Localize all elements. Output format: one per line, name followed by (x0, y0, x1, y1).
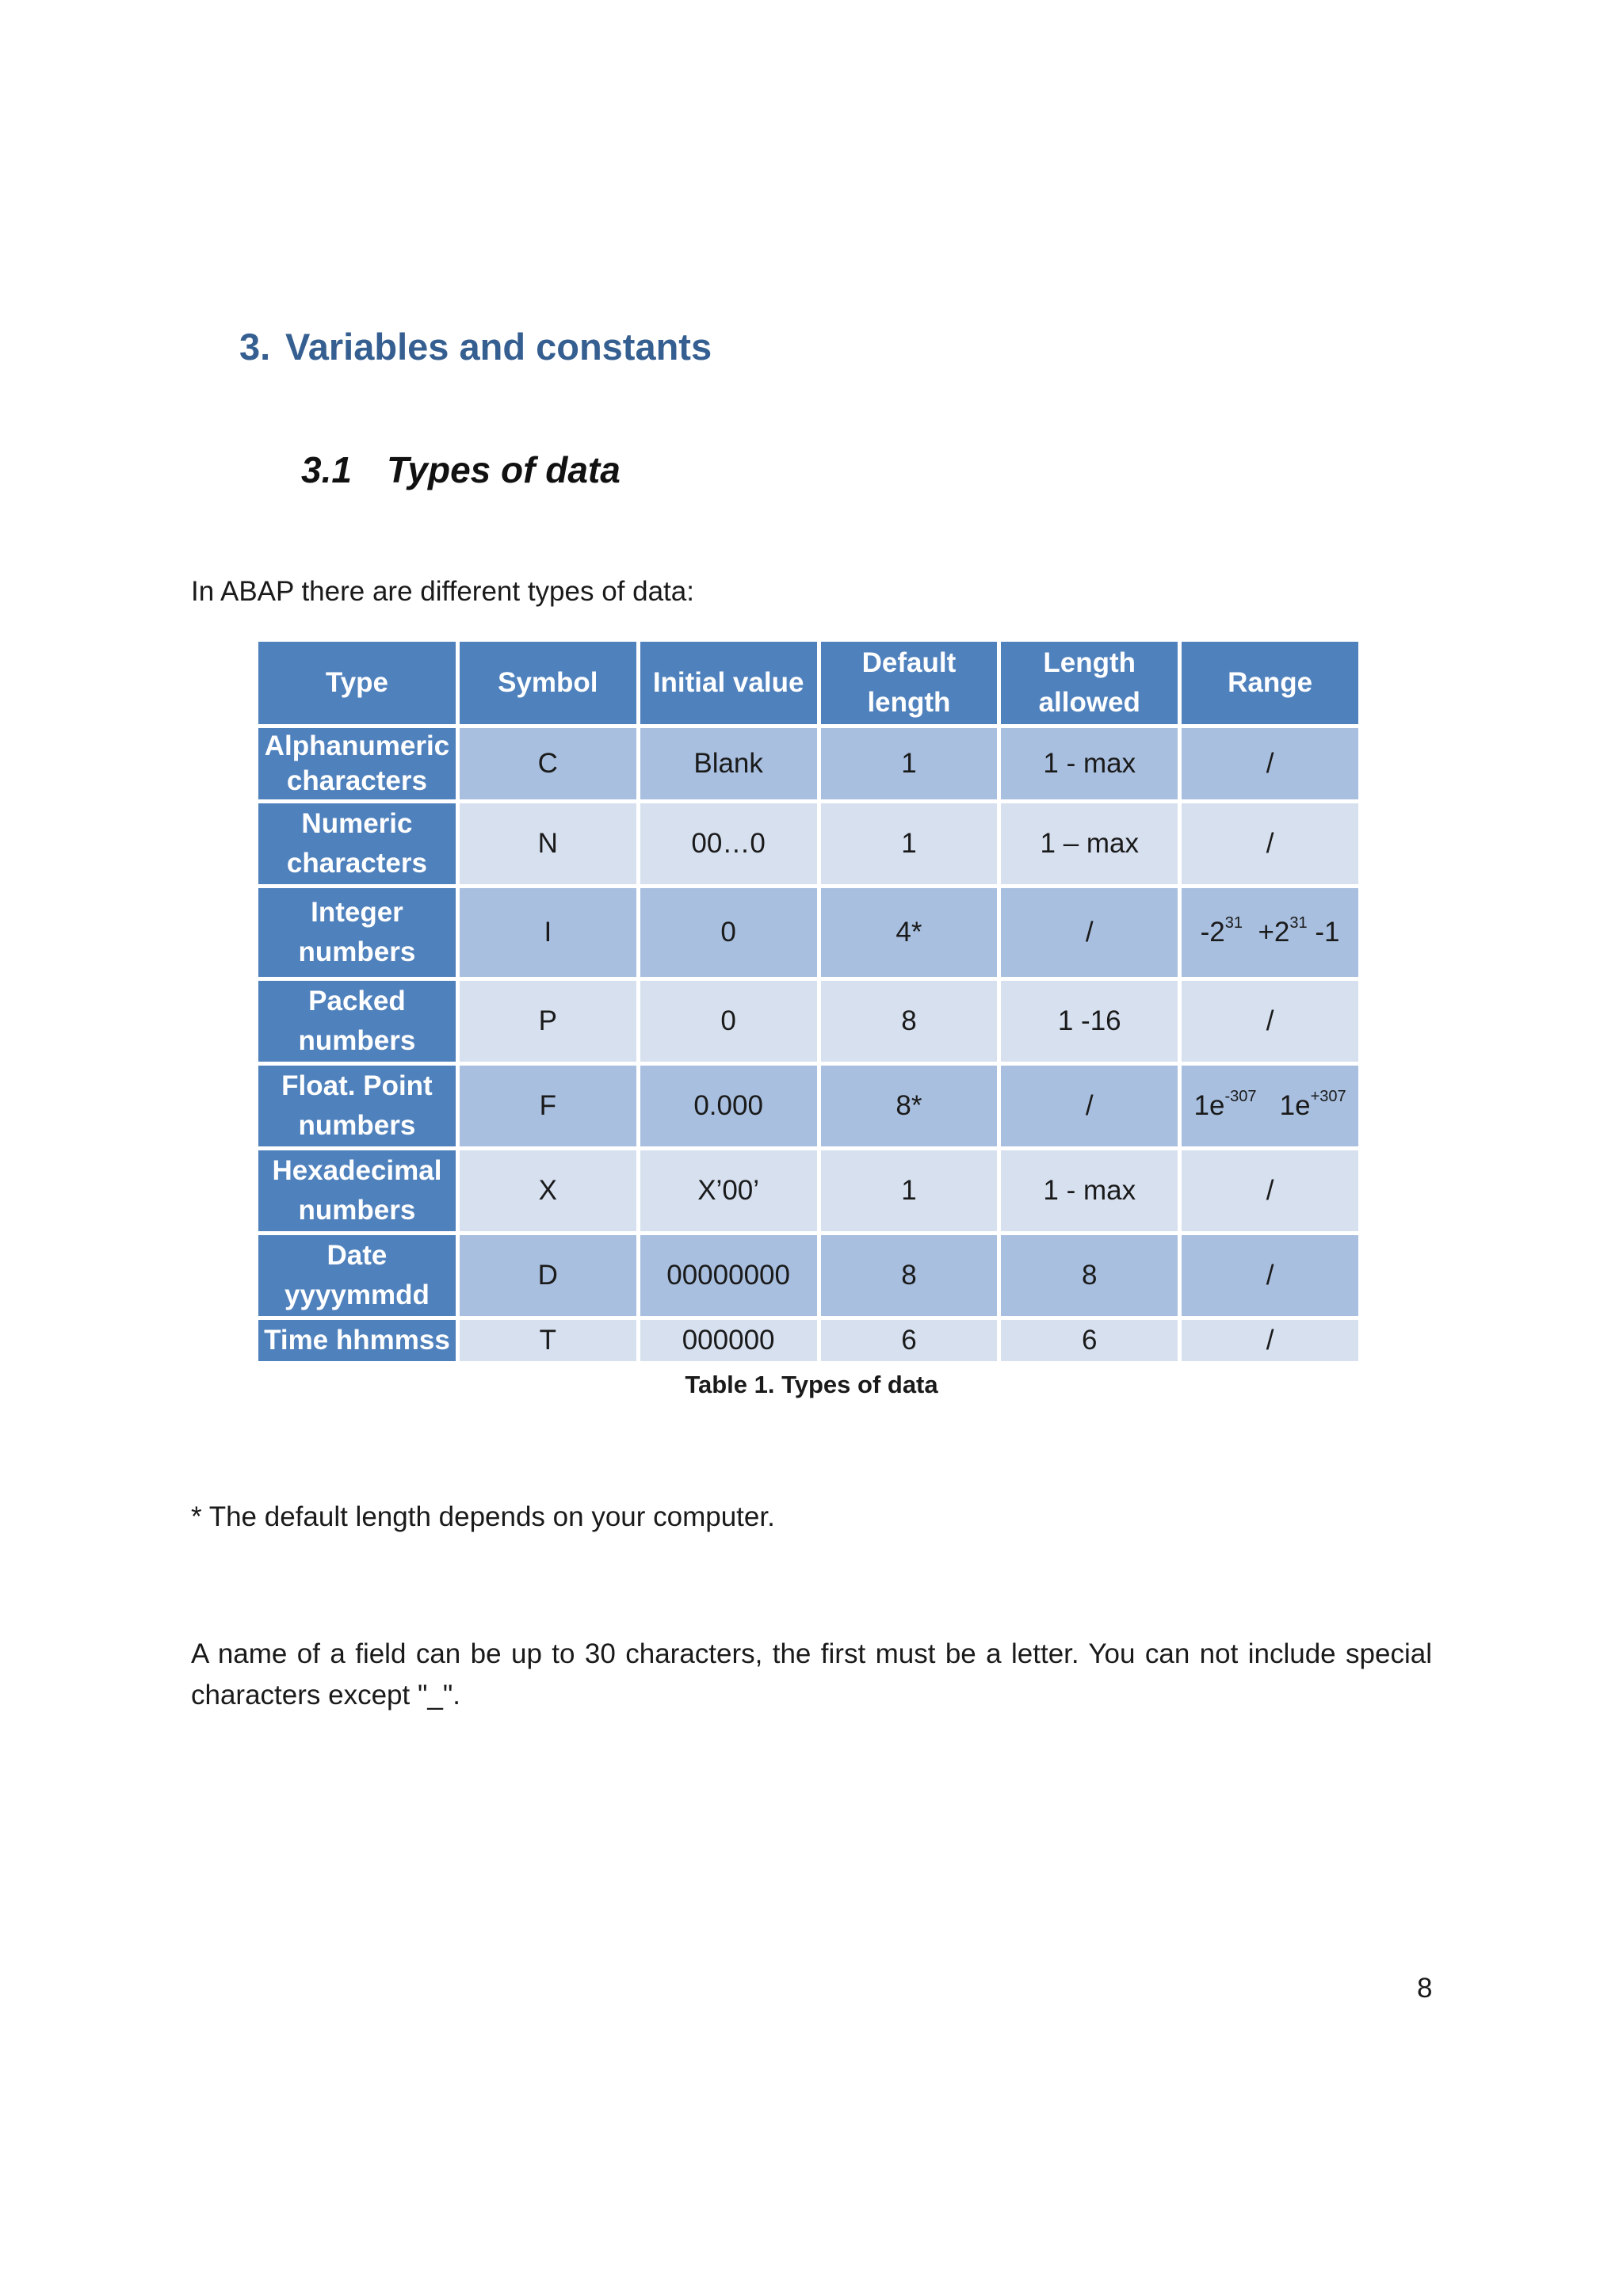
type-line: numbers (298, 1110, 416, 1141)
table-row (258, 981, 1358, 1062)
length-allowed-cell: / (1001, 1066, 1178, 1146)
type-line: Date (327, 1240, 388, 1271)
section-heading (239, 325, 712, 368)
default-length-cell: 4* (821, 888, 998, 977)
symbol-cell: P (460, 981, 636, 1062)
default-length-cell: 1 (821, 728, 998, 799)
type-line: numbers (298, 1025, 416, 1056)
initial-value-cell: 00000000 (640, 1235, 817, 1316)
range-cell: / (1182, 1320, 1358, 1361)
subsection-title: Types of data (387, 449, 621, 490)
initial-value-cell: 000000 (640, 1320, 817, 1361)
table-row (258, 888, 1358, 977)
length-allowed-cell: 1 - max (1001, 728, 1178, 799)
data-types-table (254, 638, 1362, 1365)
header-symbol: Symbol (460, 642, 636, 724)
intro-text: In ABAP there are different types of data: (191, 576, 694, 607)
initial-value-cell: 00…0 (640, 803, 817, 884)
range-cell: / (1182, 728, 1358, 799)
symbol-cell: D (460, 1235, 636, 1316)
symbol-cell: N (460, 803, 636, 884)
default-length-cell: 1 (821, 1150, 998, 1231)
range-cell: / (1182, 981, 1358, 1062)
table-header-row (258, 642, 1358, 724)
default-length-cell: 8 (821, 981, 998, 1062)
symbol-cell: I (460, 888, 636, 977)
length-allowed-cell: 8 (1001, 1235, 1178, 1316)
range-lower-base: -2 (1200, 917, 1225, 948)
type-cell (258, 888, 456, 977)
footnote-text: * The default length depends on your computer. (191, 1501, 775, 1532)
range-lower-exponent: 31 (1224, 914, 1243, 933)
table-row (258, 1235, 1358, 1316)
type-line: Integer (311, 897, 403, 928)
range-upper-exponent: 31 (1289, 914, 1308, 933)
header-range: Range (1182, 642, 1358, 724)
range-lower-exponent: -307 (1224, 1088, 1257, 1106)
default-length-cell: 8 (821, 1235, 998, 1316)
header-default-length-line2: length (867, 687, 951, 718)
subsection-number: 3.1 (301, 449, 352, 490)
initial-value-cell: 0.000 (640, 1066, 817, 1146)
range-cell: / (1182, 1235, 1358, 1316)
type-cell (258, 1150, 456, 1231)
range-upper-base: +2 (1258, 917, 1290, 948)
subsection-heading (301, 448, 621, 491)
body-paragraph: A name of a field can be up to 30 characters, the first must be a letter. You can not include special characters except "_". (191, 1638, 1432, 1711)
range-upper-base: 1e (1279, 1090, 1311, 1121)
initial-value-cell: 0 (640, 888, 817, 977)
range-cell (1182, 888, 1358, 977)
length-allowed-cell: 1 -16 (1001, 981, 1178, 1062)
type-cell: Time hhmmss (258, 1320, 456, 1361)
type-cell (258, 1235, 456, 1316)
type-line: Alphanumeric (264, 730, 450, 761)
table-caption: Table 1. Types of data (685, 1371, 938, 1398)
type-line: numbers (298, 1195, 416, 1226)
range-upper-exponent: +307 (1310, 1088, 1346, 1106)
type-line: Hexadecimal (272, 1155, 442, 1186)
type-line: Packed (308, 986, 406, 1016)
header-length-allowed-line2: allowed (1038, 687, 1140, 718)
table-row (258, 803, 1358, 884)
type-line: Float. Point (281, 1070, 433, 1101)
table-row (258, 1150, 1358, 1231)
initial-value-cell: Blank (640, 728, 817, 799)
initial-value-cell: X’00’ (640, 1150, 817, 1231)
page-number: 8 (1417, 1973, 1433, 2004)
type-cell (258, 728, 456, 799)
length-allowed-cell: 1 – max (1001, 803, 1178, 884)
header-default-length (821, 642, 998, 724)
default-length-cell: 8* (821, 1066, 998, 1146)
type-line: yyyymmdd (285, 1280, 430, 1310)
initial-value-cell: 0 (640, 981, 817, 1062)
table-row (258, 728, 1358, 799)
type-cell (258, 981, 456, 1062)
type-line: Numeric (301, 808, 413, 839)
section-number: 3. (239, 326, 271, 368)
type-line: numbers (298, 936, 416, 967)
section-title: Variables and constants (285, 326, 712, 368)
symbol-cell: C (460, 728, 636, 799)
type-cell (258, 803, 456, 884)
range-lower-base: 1e (1193, 1090, 1225, 1121)
length-allowed-cell: / (1001, 888, 1178, 977)
range-upper-tail: -1 (1315, 917, 1340, 948)
table-row (258, 1066, 1358, 1146)
type-line: characters (286, 765, 427, 796)
range-cell: / (1182, 1150, 1358, 1231)
default-length-cell: 6 (821, 1320, 998, 1361)
default-length-cell: 1 (821, 803, 998, 884)
type-line: characters (286, 848, 427, 879)
symbol-cell: X (460, 1150, 636, 1231)
range-cell (1182, 1066, 1358, 1146)
header-type: Type (258, 642, 456, 724)
symbol-cell: T (460, 1320, 636, 1361)
table-row (258, 1320, 1358, 1361)
length-allowed-cell: 6 (1001, 1320, 1178, 1361)
range-cell: / (1182, 803, 1358, 884)
header-default-length-line1: Default (861, 647, 957, 678)
header-length-allowed-line1: Length (1043, 647, 1136, 678)
length-allowed-cell: 1 - max (1001, 1150, 1178, 1231)
header-length-allowed (1001, 642, 1178, 724)
header-initial-value: Initial value (640, 642, 817, 724)
type-cell (258, 1066, 456, 1146)
symbol-cell: F (460, 1066, 636, 1146)
